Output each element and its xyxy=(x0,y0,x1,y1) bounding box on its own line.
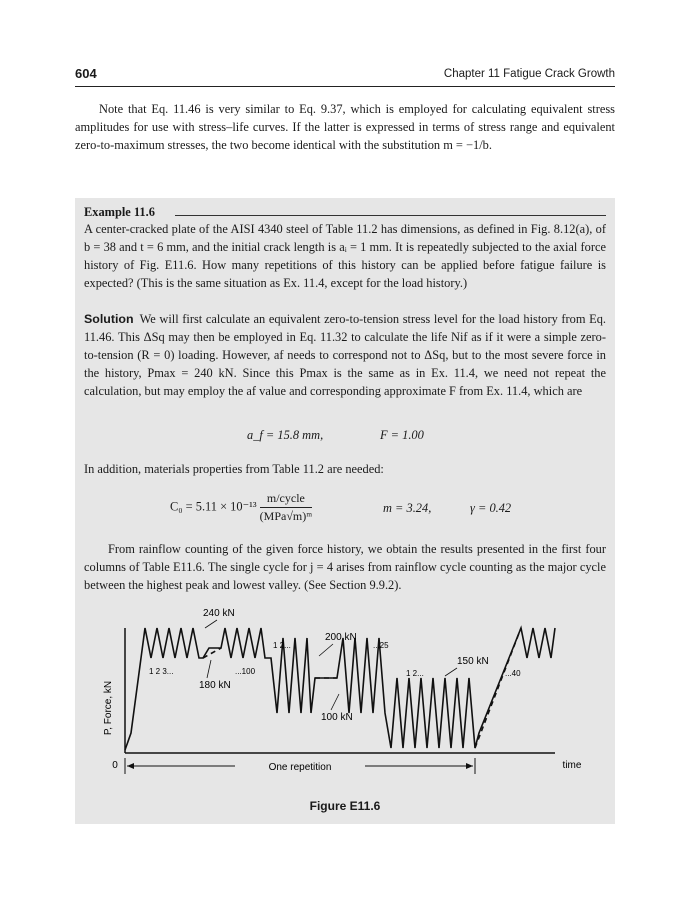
example-title-rule xyxy=(175,215,606,216)
equation-gamma: γ = 0.42 xyxy=(470,501,512,515)
count-c-end: ...40 xyxy=(505,669,521,678)
label-240kn: 240 kN xyxy=(203,608,235,619)
label-150kn: 150 kN xyxy=(457,656,489,667)
repetition-arrowhead-left xyxy=(127,763,134,769)
c0-value: C₀ = 5.11 × 10⁻¹³ xyxy=(170,499,257,514)
solution-paragraph xyxy=(84,310,606,400)
solution-text: We will first calculate an equivalent zero-to-tension stress level for the load history from Eq. 11.46. This ΔSq may then be employed in Eq. 11.32 to calculate the life Nif as if it were a simple zero-to-tension (R = 0) loading. However, af needs to correspond not to ΔSq, but to the most severe force in the history, Pmax = 240 kN. Since this Pmax is the same as in Ex. 11.4, we need not repeat the calculation, but may employ the af value and corresponding approximate F from Ex. 11.4, which are xyxy=(84,312,606,398)
materials-intro: In addition, materials properties from Table 11.2 are needed: xyxy=(84,462,384,476)
rainflow-paragraph: From rainflow counting of the given force history, we obtain the results presented in the first four columns of Table E11.6. The single cycle for j = 4 arises from rainflow cycle counting as the major cycle between the highest peak and lowest valley. (See Section 9.9.2). xyxy=(84,542,606,592)
force-history-continuation xyxy=(475,628,521,748)
example-box xyxy=(75,198,615,824)
leader-240kn xyxy=(205,620,217,628)
leader-100kn xyxy=(331,694,339,710)
units-numerator: m/cycle xyxy=(260,491,312,508)
repetition-label: One repetition xyxy=(268,762,332,773)
header-rule xyxy=(75,86,615,87)
equation-af: a_f = 15.8 mm, xyxy=(247,428,324,442)
leader-150kn xyxy=(445,668,457,676)
force-history-line xyxy=(125,628,555,750)
equation-m: m = 3.24, xyxy=(383,501,432,515)
label-100kn: 100 kN xyxy=(321,712,353,723)
equation-c0 xyxy=(170,491,312,524)
force-history-figure xyxy=(75,598,615,798)
label-200kn: 200 kN xyxy=(325,632,357,643)
label-180kn: 180 kN xyxy=(199,680,231,691)
leader-180kn xyxy=(207,660,211,678)
example-title: Example 11.6 xyxy=(84,205,155,219)
y-axis-label: P, Force, kN xyxy=(103,680,114,736)
count-a-end: ...100 xyxy=(235,667,256,676)
figure-caption: Figure E11.6 xyxy=(309,799,381,813)
count-c-start: 1 2... xyxy=(406,669,424,678)
count-b-end: ...25 xyxy=(373,641,389,650)
solution-label: Solution xyxy=(84,312,134,326)
leader-200kn xyxy=(319,644,333,656)
count-b-start: 1 2... xyxy=(273,641,291,650)
chapter-title: Chapter 11 Fatigue Crack Growth xyxy=(443,68,615,80)
page-number: 604 xyxy=(75,66,97,81)
origin-label: 0 xyxy=(112,760,118,771)
c0-units xyxy=(260,491,312,524)
intro-paragraph: Note that Eq. 11.46 is very similar to Eq. 9.37, which is employed for calculating equivalent stress amplitudes for use with stress–life curves. If the latter is expressed in terms of stress range and equivalent zero-to-maximum stresses, the two become identical with the substitution m = −1/b. xyxy=(75,102,615,152)
count-a-start: 1 2 3... xyxy=(149,667,174,676)
x-axis-label: time xyxy=(562,760,582,771)
problem-statement: A center-cracked plate of the AISI 4340 steel of Table 11.2 has dimensions, as defined in Fig. 8.12(a), of b = 38 and t = 6 mm, and the initial crack length is aᵢ = 1 mm. It is repeatedly subjected to the axial force history of Fig. E11.6. How many repetitions of this history can be applied before fatigue failure is expected? (This is the same situation as Ex. 11.4, except for the load history.) xyxy=(84,222,606,290)
equation-f: F = 1.00 xyxy=(380,428,424,442)
repetition-arrowhead-right xyxy=(466,763,473,769)
units-denominator: (MPa√m)ᵐ xyxy=(259,509,313,523)
